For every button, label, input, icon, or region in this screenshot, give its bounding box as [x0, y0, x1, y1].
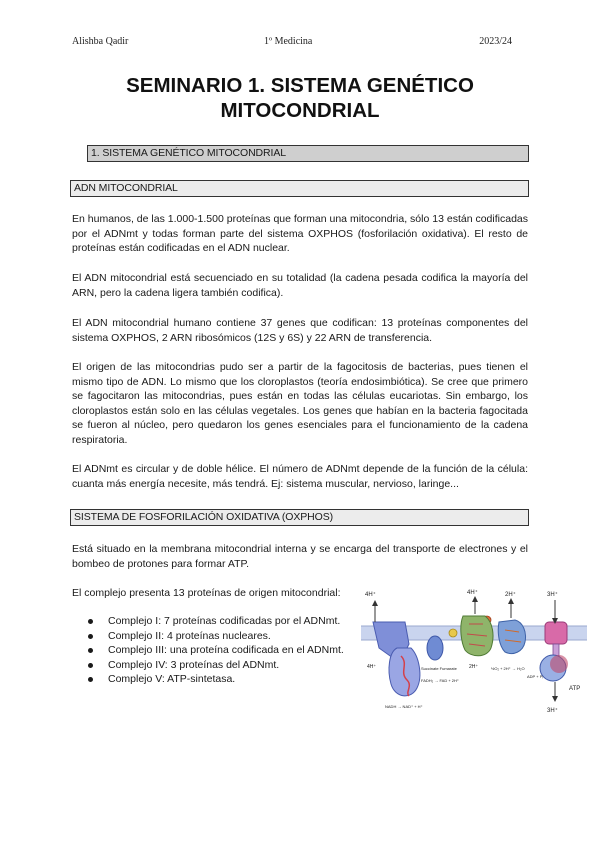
bullet-dot: [88, 634, 93, 639]
ubiquinone-icon: [449, 629, 457, 637]
title-line-2: MITOCONDRIAL: [220, 99, 380, 122]
proton-arrow-out-head: [552, 696, 558, 702]
oxphos-diagram-svg: [359, 586, 589, 716]
proton-arrow-1-head: [372, 600, 378, 606]
complex-5-stalk: [553, 644, 559, 656]
paragraph-oxphos-intro: Está situado en la membrana mitocondrial interna y se encarga del transporte de electrones y el bombeo de protones para formar ATP.: [72, 543, 528, 570]
list-item-complejo-4: [72, 658, 352, 673]
paragraph-adn-genes: El ADN mitocondrial humano contiene 37 genes que codifican: 13 proteínas componentes del sistema OXPHOS, 2 ARN ribosómicos (12S y 6S) y 22 ARN de transferencia.: [72, 317, 528, 344]
paragraph-adn-proteinas: En humanos, de las 1.000-1.500 proteínas que forman una mitocondria, sólo 13 están codificadas por el ADNmt y todas forman parte del sistema OXPHOS (fosforilación oxidativa). El resto de proteínas están codificadas en el ADN nuclear.: [72, 213, 528, 254]
complex-5-head-subunit: [550, 655, 568, 673]
complejo-2-text: Complejo II: 4 proteínas nucleares.: [108, 629, 271, 642]
bullet-dot: [88, 663, 93, 668]
label-atp: ATP: [569, 686, 581, 692]
label-succinate: Succinate Fumarate: [421, 666, 457, 671]
paragraph-adn-secuenciado: El ADN mitocondrial está secuenciado en su totalidad (la cadena pesada codifica la mayoría del ARN, pero la cadena ligera también codifica).: [72, 272, 528, 299]
label-fadh: FADH₂ → FAD + 2H⁺: [421, 678, 460, 683]
title-line-1: SEMINARIO 1. SISTEMA GENÉTICO: [126, 74, 474, 97]
complex-5-membrane-unit: [545, 622, 567, 644]
paragraph-complex-intro: El complejo presenta 13 proteínas de origen mitocondrial:: [72, 587, 341, 599]
subsection-heading-adn: ADN MITOCONDRIAL: [70, 180, 529, 197]
complex-2: [427, 636, 443, 660]
complejo-4-text: Complejo IV: 3 proteínas del ADNmt.: [108, 658, 280, 671]
paragraph-adn-origen: El origen de las mitocondrias pudo ser a partir de la fagocitosis de bacterias, pues tienen el mismo tipo de ADN. Lo mismo que los cloroplastos (teoría endosimbiótica). Se cree que primero se fagocitaron las mitocondrias, pues están en todas las células eucariotas. Sin embargo, los cloroplastos están solo en las células vegetales. Los genes que habían en la bacteria fagocitada se fueron al núcleo, pero quedaron los genes esenciales para el funcionamiento de la cadena respiratoria.: [72, 361, 528, 446]
complejo-5-text: Complejo V: ATP-sintetasa.: [108, 673, 236, 685]
oxphos-diagram: [359, 586, 589, 716]
label-h-bottom-2: 2H⁺: [469, 664, 479, 670]
subsection-heading-oxphos: SISTEMA DE FOSFORILACIÓN OXIDATIVA (OXPHOS): [70, 509, 529, 526]
label-adp: ADP + Pᵢ: [527, 674, 544, 679]
complex-list: [72, 614, 352, 687]
header-year: 2023/24: [479, 36, 512, 47]
bullet-dot: [88, 677, 93, 682]
proton-arrow-4-head: [508, 598, 514, 604]
bullet-dot: [88, 648, 93, 653]
page-title: [72, 73, 528, 123]
bullet-dot: [88, 619, 93, 624]
complex-4: [498, 620, 525, 654]
proton-arrow-3-head: [472, 596, 478, 602]
complejo-1-text: Complejo I: 7 proteínas codificadas por el ADNmt.: [108, 615, 341, 627]
header-course: 1º Medicina: [264, 36, 313, 47]
label-h-bottom-1: 4H⁺: [367, 664, 377, 670]
label-h-top-4: 3H⁺: [547, 592, 558, 598]
label-h-top-1: 4H⁺: [365, 592, 376, 598]
list-item-complejo-1: [72, 614, 352, 629]
label-oxygen: ½O₂ + 2H⁺ → H₂O: [491, 666, 525, 671]
label-h-bottom-3: 3H⁺: [547, 708, 558, 714]
label-h-top-3: 2H⁺: [505, 592, 516, 598]
header-author: Alishba Qadir: [72, 36, 129, 47]
complex-3: [461, 616, 493, 656]
list-item-complejo-2: [72, 629, 352, 644]
list-item-complejo-5: [72, 672, 352, 687]
paragraph-adn-circular: El ADNmt es circular y de doble hélice. El número de ADNmt depende de la función de la célula: cuanta más energía necesite, más tendrá. Ej: sistema muscular, nervioso, laringe...: [72, 463, 528, 490]
page-header: [72, 36, 512, 50]
complex-1-matrix-arm: [389, 648, 420, 696]
complejo-3-text: Complejo III: una proteína codificada en el ADNmt.: [108, 644, 344, 656]
section-heading-sistema-genetico: 1. SISTEMA GENÉTICO MITOCONDRIAL: [87, 145, 529, 162]
label-h-top-2: 4H⁺: [467, 590, 478, 596]
label-nadh: NADH → NAD⁺ + H⁺: [385, 704, 423, 709]
list-item-complejo-3: [72, 643, 352, 658]
